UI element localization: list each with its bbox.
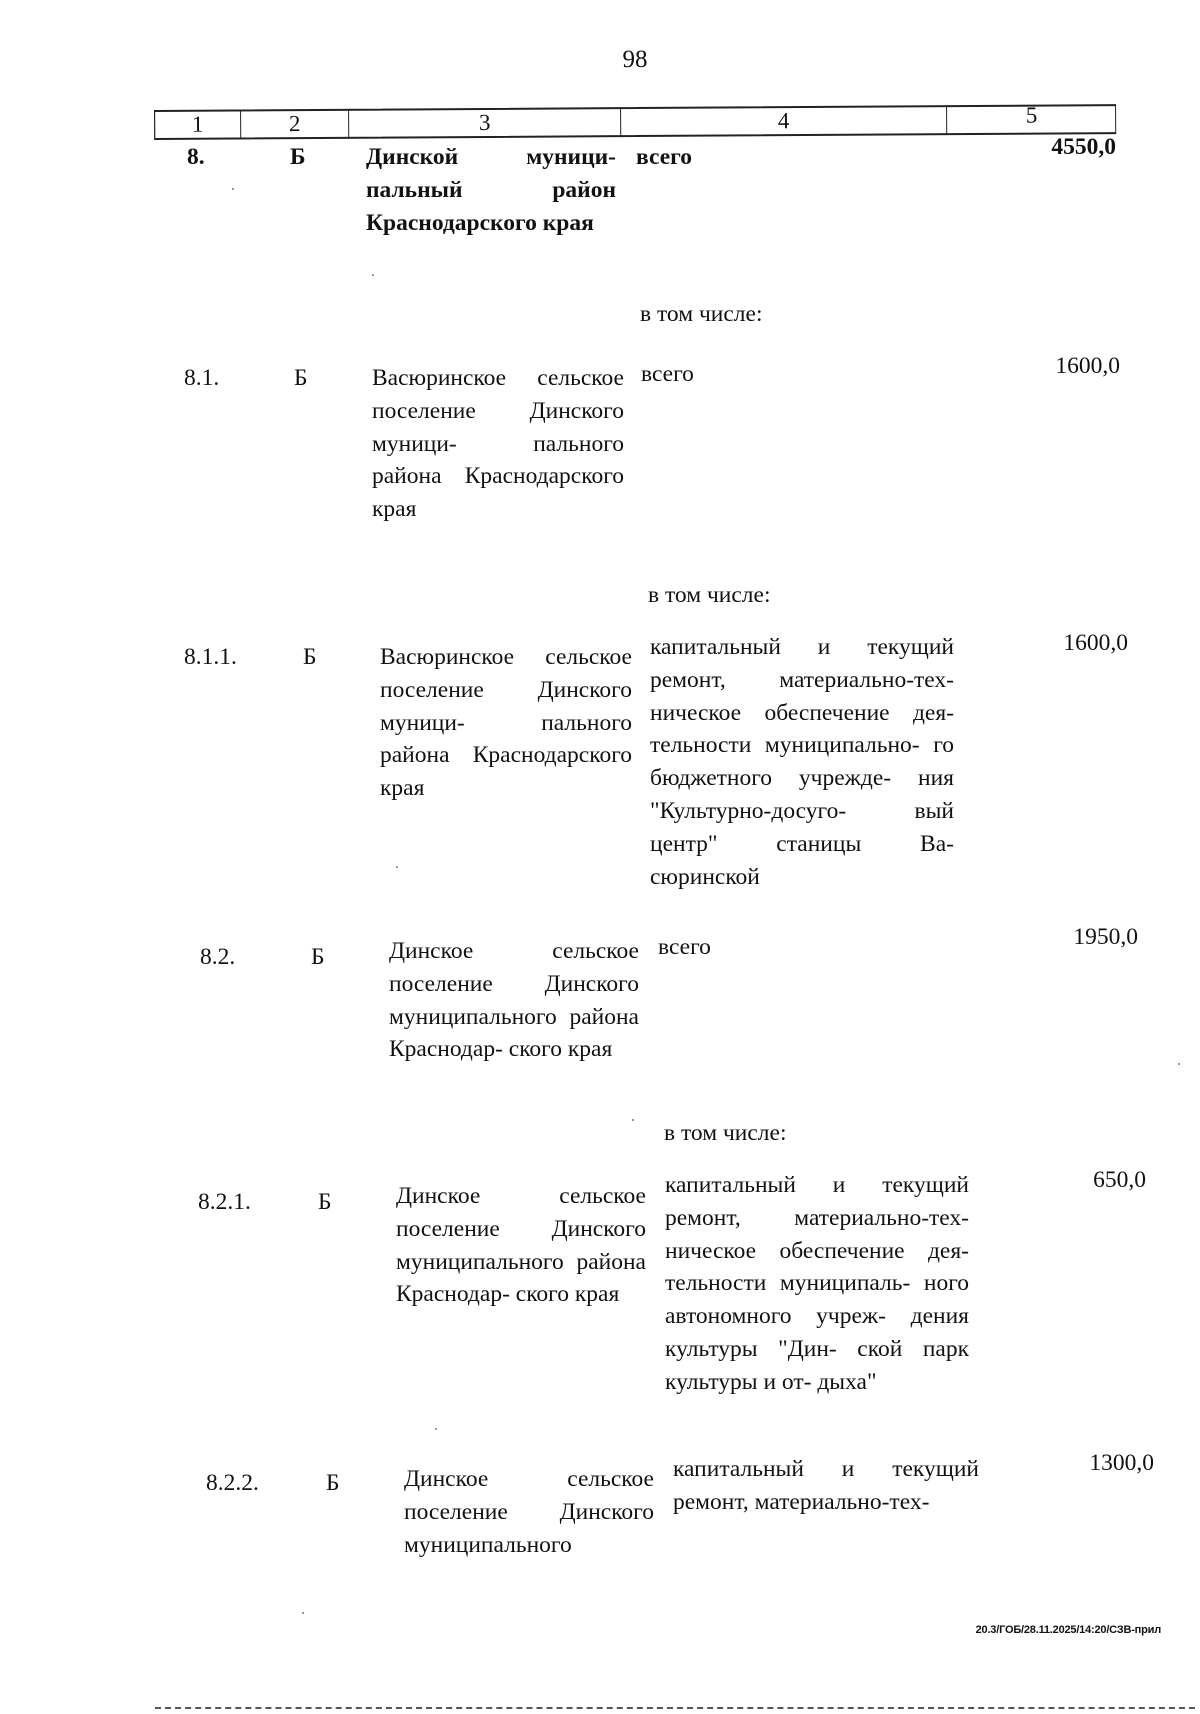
scan-speck: [1178, 1063, 1180, 1065]
scan-speck: [232, 188, 234, 190]
header-col-3: 3: [348, 107, 620, 139]
page-bottom-edge: [155, 1707, 1195, 1709]
row-amount: 1950,0: [1073, 924, 1138, 950]
scan-speck: [632, 1119, 634, 1121]
row-purpose: капитальный и текущий ремонт, материально-тех-: [673, 1456, 979, 1515]
row-amount: 1600,0: [1055, 353, 1120, 379]
row-amount: 1600,0: [1063, 630, 1128, 656]
row-recipient: Васюринское сельское поселение Динского муници- пального района Краснодарского края: [380, 644, 632, 802]
scan-speck: [302, 1612, 304, 1614]
scan-speck: [396, 866, 398, 868]
row-purpose: всего: [636, 144, 692, 170]
row-amount: 4550,0: [1051, 134, 1116, 160]
row-letter: Б: [326, 1470, 340, 1496]
including-label: в том числе:: [640, 301, 763, 327]
header-col-1: 1: [154, 109, 240, 140]
row-purpose: всего: [658, 934, 711, 960]
row-number: 8.1.1.: [184, 644, 237, 670]
row-number: 8.1.: [184, 365, 220, 391]
row-letter: Б: [318, 1189, 332, 1215]
row-letter: Б: [303, 644, 317, 670]
header-col-2: 2: [240, 109, 348, 140]
header-col-5: 5: [946, 104, 1116, 135]
row-letter: Б: [294, 365, 308, 391]
row-amount: 1300,0: [1089, 1450, 1154, 1476]
row-recipient: Динское сельское поселение Динского муниципального района Краснодар- ского края: [396, 1183, 646, 1308]
scan-speck: [435, 1428, 437, 1430]
row-recipient: Динское сельское поселение Динского муниципального района Краснодар- ского края: [389, 938, 639, 1063]
row-number: 8.2.2.: [206, 1470, 259, 1496]
document-stamp: 20.3/ГОБ/28.11.2025/14:20/СЗВ-прил: [975, 1624, 1161, 1636]
row-letter: Б: [311, 944, 325, 970]
row-letter: Б: [290, 144, 306, 170]
row-purpose: всего: [641, 361, 694, 387]
row-recipient: Динской муници- пальный район Краснодарского края: [366, 144, 616, 236]
row-number: 8.: [187, 144, 205, 170]
header-col-4: 4: [620, 105, 946, 137]
including-label: в том числе:: [664, 1120, 787, 1146]
row-recipient: Динское сельское поселение Динского муниципального: [404, 1466, 654, 1558]
row-number: 8.2.: [200, 944, 236, 970]
row-recipient: Васюринское сельское поселение Динского муници- пального района Краснодарского края: [372, 365, 624, 523]
row-purpose: капитальный и текущий ремонт, материально-тех- ническое обеспечение дея- тельности муниципально- го бюджетного учрежде- ния "Культурно-досуго- вый центр" станицы Ва- сюринской: [650, 634, 954, 890]
row-number: 8.2.1.: [198, 1189, 251, 1215]
row-purpose: капитальный и текущий ремонт, материально-тех- ническое обеспечение дея- тельности муниципаль- ного автономного учреж- дения культуры "Дин- ской парк культуры и от- дыха": [665, 1172, 969, 1395]
page-number: 98: [622, 46, 648, 73]
scan-speck: [372, 274, 374, 276]
including-label: в том числе:: [648, 582, 771, 608]
row-amount: 650,0: [1093, 1167, 1146, 1193]
